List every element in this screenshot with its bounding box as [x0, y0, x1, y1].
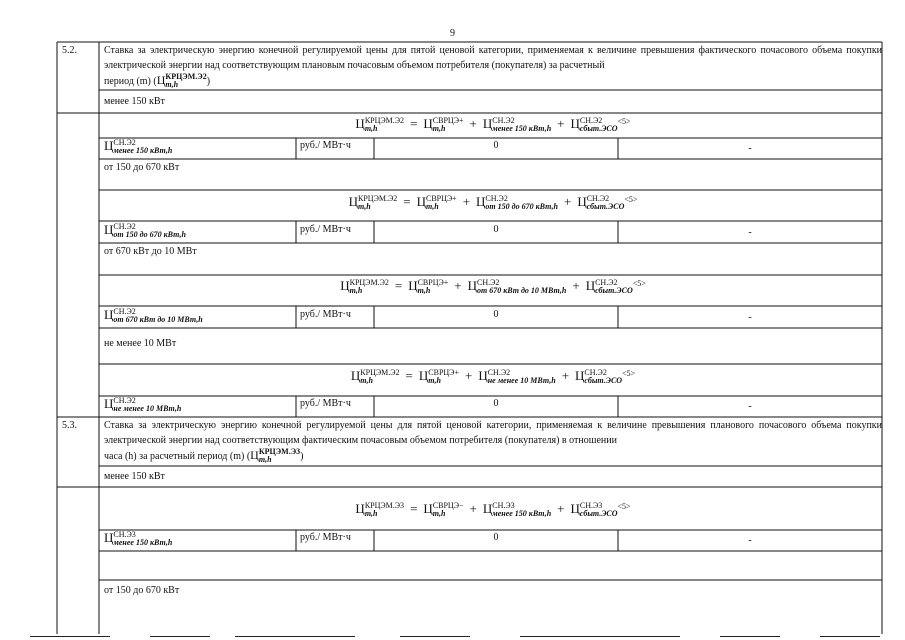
description-last-line: период (m) (Ц КРЦЭМ.Э2 m,h ) [104, 72, 211, 90]
formula-term [575, 368, 623, 386]
unit-cell: руб./ МВт·ч [300, 309, 351, 320]
empty-value-cell: - [748, 312, 752, 323]
formula-term [577, 194, 625, 212]
rate-symbol-expr [104, 307, 203, 325]
symbol-subscript: от 670 кВт до 10 МВт,h [477, 286, 567, 296]
formula-term [467, 278, 567, 296]
formula-lhs [348, 194, 398, 212]
symbol-subscript: сбыт.ЭСО [595, 286, 633, 296]
symbol-superscript: СН.Э2 [586, 194, 610, 204]
symbol-indices [428, 369, 459, 385]
symbol-superscript: КРЦЭМ.Э2 [364, 116, 405, 126]
category-label: от 150 до 670 кВт [104, 162, 180, 173]
description-line: почасового объема покупки электрической энергии над соответствующим фактическим почасовым объемом потребителя (покупателя) в отношении [104, 420, 883, 446]
symbol-base: Ц [423, 501, 433, 516]
symbol-base: Ц [476, 194, 486, 209]
rate-symbol-expr [104, 222, 186, 240]
symbol-subscript: менее 150 кВт,h [492, 124, 552, 134]
rate-symbol-expr [104, 396, 182, 414]
symbol-indices [426, 195, 457, 211]
footnote-ref: <5> [624, 195, 638, 204]
symbol-subscript: m,h [432, 509, 446, 519]
symbol-indices [350, 279, 389, 295]
symbol-superscript: СВРЦЭ+ [425, 194, 457, 204]
footnote-ref: <5> [622, 369, 636, 378]
symbol-base: Ц [478, 368, 488, 383]
symbol-subscript: от 670 кВт до 10 МВт,h [113, 315, 203, 325]
symbol-subscript: m,h [349, 286, 363, 296]
symbol-base: Ц [467, 278, 478, 293]
footnote-ref: <5> [632, 279, 646, 288]
category-label: менее 150 кВт [104, 96, 165, 107]
page-number: 9 [450, 28, 455, 39]
symbol-superscript: СН.Э2 [579, 116, 603, 126]
symbol-indices [360, 369, 399, 385]
symbol-indices [492, 502, 551, 518]
equals-sign: = [394, 278, 403, 293]
value-cell: 0 [493, 309, 499, 320]
symbol-base: Ц [104, 307, 114, 322]
symbol-base: Ц [355, 501, 365, 516]
symbol-subscript: m,h [358, 202, 371, 212]
symbol-superscript: СН.Э2 [584, 368, 607, 378]
description-last-line: часа (h) за расчетный период (m) (Ц КРЦЭМ.Э3 m,h ) [104, 447, 304, 465]
rate-symbol-expr [104, 530, 173, 548]
symbol-subscript: m,h [428, 376, 441, 386]
symbol-subscript: от 150 до 670 кВт,h [485, 202, 558, 212]
unit-cell: руб./ МВт·ч [300, 140, 351, 151]
equals-sign: = [410, 501, 418, 516]
symbol-subscript: m,h [425, 202, 439, 212]
rate-symbol [104, 396, 181, 413]
symbol-superscript: СН.Э2 [487, 368, 511, 378]
item-number: 5.2. [62, 45, 77, 56]
tariff-formula [104, 501, 882, 518]
symbol-superscript: СН.Э2 [492, 116, 515, 126]
symbol-superscript: КРЦЭМ.Э3 [364, 501, 405, 511]
formula-lhs [350, 368, 400, 386]
symbol-indices [113, 308, 202, 324]
symbol-base: Ц [104, 138, 114, 153]
formula-lhs [355, 116, 405, 134]
symbol-superscript: СН.Э2 [113, 307, 136, 317]
symbol-superscript: КРЦЭМ.Э2 [358, 194, 398, 204]
rate-symbol [104, 307, 203, 324]
description-line: почасового объема покупки электрической энергии над соответствующим плановым почасовым объемом потребителя (покупателя) за расчетный [104, 45, 883, 71]
symbol-base: Ц [104, 222, 114, 237]
formula-term [423, 116, 464, 134]
category-label: не менее 10 МВт [104, 338, 177, 349]
formula-term [418, 368, 459, 386]
symbol-base: Ц [418, 368, 429, 383]
symbol-base: Ц [348, 194, 358, 209]
symbol-base: Ц [570, 501, 580, 516]
item-description [104, 43, 882, 89]
symbol-superscript: СН.Э3 [113, 530, 136, 540]
formula-term [570, 501, 618, 519]
formula-term [482, 116, 552, 134]
symbol-base: Ц [408, 278, 418, 293]
symbol-superscript: СВРЦЭ+ [417, 278, 449, 288]
value-cell: 0 [493, 140, 499, 151]
formula-lhs [340, 278, 389, 296]
symbol-subscript: m,h [360, 376, 373, 386]
empty-value-cell: - [748, 143, 752, 154]
symbol-superscript: СН.Э2 [113, 138, 136, 148]
symbol-indices [113, 223, 186, 239]
symbol-base: Ц [355, 116, 365, 131]
symbol-subscript: от 150 до 670 кВт,h [113, 230, 186, 240]
symbol-superscript: СН.Э2 [113, 222, 136, 232]
plus-sign: + [557, 116, 565, 131]
symbol-subscript: сбыт.ЭСО [579, 124, 618, 134]
symbol-indices [365, 117, 404, 133]
plus-sign: + [557, 501, 565, 516]
symbol-indices [580, 117, 618, 133]
formula-term [478, 368, 556, 386]
item-number: 5.3. [62, 420, 77, 431]
empty-value-cell: - [748, 535, 752, 546]
symbol-base: Ц [416, 194, 426, 209]
symbol-indices [113, 531, 172, 547]
symbol-indices [492, 117, 551, 133]
symbol-indices [418, 279, 449, 295]
symbol-base: Ц [423, 116, 433, 131]
footnote-ref: <5> [617, 502, 631, 511]
category-label: менее 150 кВт [104, 471, 165, 482]
symbol-subscript: сбыт.ЭСО [584, 376, 623, 386]
empty-value-cell: - [748, 401, 752, 412]
symbol-base: Ц [570, 116, 580, 131]
symbol-base: Ц [575, 368, 585, 383]
symbol-base: Ц [482, 116, 493, 131]
symbol-indices [433, 117, 464, 133]
category-label: от 150 до 670 кВт [104, 585, 180, 596]
symbol-indices [433, 502, 464, 518]
item-description [104, 418, 882, 464]
symbol-base: Ц [577, 194, 587, 209]
symbol-base: Ц [104, 396, 114, 411]
symbol-indices [587, 195, 625, 211]
equals-sign: = [405, 368, 413, 383]
rate-symbol [104, 138, 172, 155]
symbol-subscript: не менее 10 МВт,h [487, 376, 556, 386]
tariff-formula [104, 194, 882, 211]
symbol-subscript: сбыт.ЭСО [579, 509, 618, 519]
symbol-indices [580, 502, 618, 518]
symbol-indices [365, 502, 404, 518]
unit-cell: руб./ МВт·ч [300, 224, 351, 235]
symbol-subscript: менее 150 кВт,h [113, 538, 173, 548]
formula-lhs [355, 501, 405, 519]
plus-sign: + [469, 501, 477, 516]
symbol-superscript: СВРЦЭ+ [428, 368, 459, 378]
symbol-superscript: СН.Э2 [113, 396, 136, 406]
rate-symbol [104, 222, 186, 239]
plus-sign: + [563, 194, 572, 209]
symbol-superscript: СН.Э2 [595, 278, 618, 288]
description-line: Ставка за электрическую энергию конечной регулируемой цены для пятой ценовой категории, применяемая к величине превышения планового [104, 420, 754, 431]
rate-symbol [104, 530, 172, 547]
symbol-indices [595, 279, 633, 295]
symbol-superscript: КРЦЭМ.Э2 [360, 368, 400, 378]
tariff-formula [104, 278, 882, 295]
symbol-superscript: СН.Э3 [492, 501, 515, 511]
symbol-indices [113, 139, 172, 155]
symbol-superscript: СН.Э2 [485, 194, 508, 204]
symbol-subscript: m,h [432, 124, 446, 134]
symbol-base: Ц [350, 368, 361, 383]
scan-edge [0, 634, 905, 640]
plus-sign: + [454, 278, 462, 293]
plus-sign: + [469, 116, 477, 131]
symbol-base: Ц [340, 278, 350, 293]
tariff-formula [104, 368, 882, 385]
symbol-base: Ц [585, 278, 596, 293]
symbol-indices [488, 369, 556, 385]
symbol-subscript: сбыт.ЭСО [586, 202, 625, 212]
symbol-indices [584, 369, 622, 385]
empty-value-cell: - [748, 227, 752, 238]
footnote-ref: <5> [617, 117, 631, 126]
symbol-indices [485, 195, 558, 211]
plus-sign: + [462, 194, 471, 209]
symbol-indices [477, 279, 566, 295]
symbol-superscript: СВРЦЭ− [432, 501, 464, 511]
formula-term [423, 501, 464, 519]
formula-term [482, 501, 552, 519]
symbol-indices [358, 195, 397, 211]
unit-cell: руб./ МВт·ч [300, 398, 351, 409]
tariff-formula [104, 116, 882, 133]
symbol-superscript: КРЦЭМ.Э2 [349, 278, 389, 288]
symbol-subscript: не менее 10 МВт,h [113, 404, 182, 414]
symbol-base: Ц [104, 530, 114, 545]
rate-symbol-expr [104, 138, 173, 156]
symbol-subscript: менее 150 кВт,h [492, 509, 552, 519]
plus-sign: + [464, 368, 473, 383]
formula-term [416, 194, 457, 212]
value-cell: 0 [493, 398, 499, 409]
category-label: от 670 кВт до 10 МВт [104, 246, 197, 257]
equals-sign: = [403, 194, 411, 209]
symbol-subscript: m,h [417, 286, 431, 296]
plus-sign: + [572, 278, 580, 293]
formula-term [408, 278, 449, 296]
plus-sign: + [561, 368, 570, 383]
symbol-superscript: СВРЦЭ+ [432, 116, 464, 126]
symbol-superscript: СН.Э2 [477, 278, 500, 288]
symbol-base: Ц [482, 501, 493, 516]
formula-term [476, 194, 558, 212]
value-cell: 0 [493, 532, 499, 543]
unit-cell: руб./ МВт·ч [300, 532, 351, 543]
symbol-subscript: менее 150 кВт,h [113, 146, 173, 156]
formula-term [585, 278, 633, 296]
value-cell: 0 [493, 224, 499, 235]
symbol-superscript: СН.Э3 [579, 501, 603, 511]
symbol-subscript: m,h [364, 124, 378, 134]
description-line: Ставка за электрическую энергию конечной регулируемой цены для пятой ценовой категории, применяемая к величине превышения фактического [104, 45, 757, 56]
symbol-subscript: m,h [364, 509, 378, 519]
formula-term [570, 116, 618, 134]
equals-sign: = [410, 116, 418, 131]
symbol-indices [113, 397, 181, 413]
